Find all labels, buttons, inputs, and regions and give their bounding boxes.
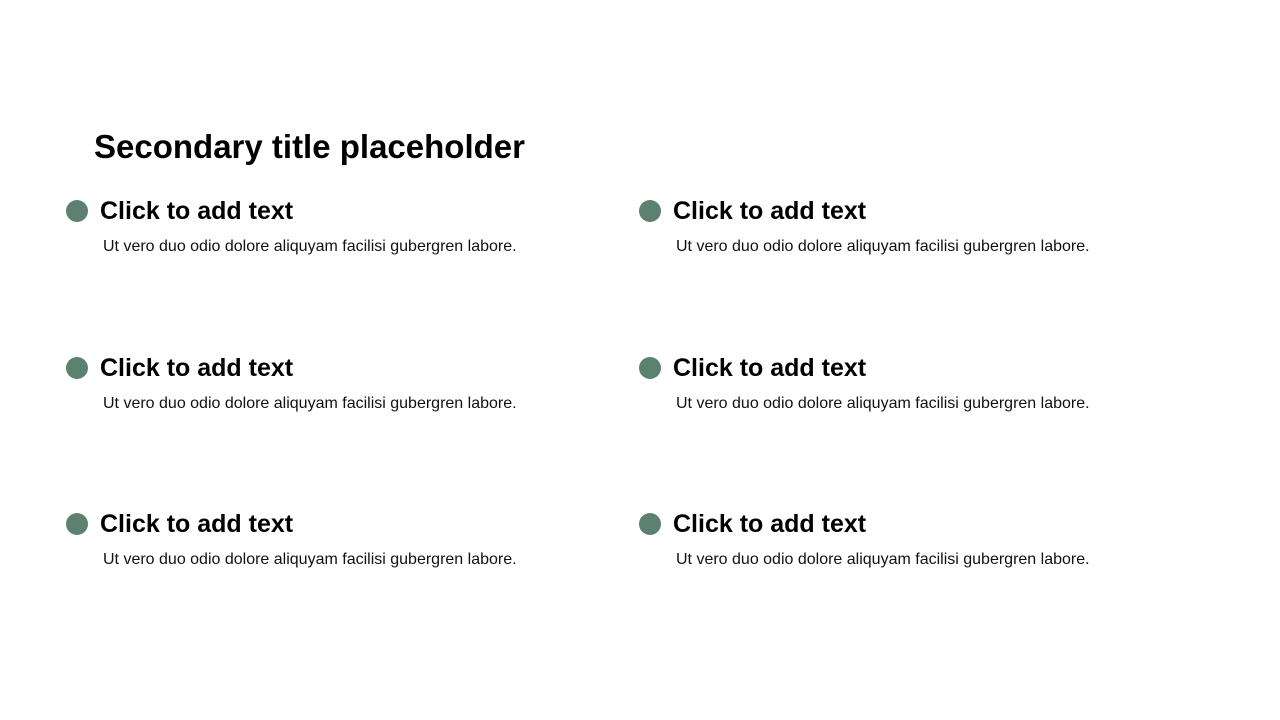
item-header <box>639 198 1184 224</box>
item-header <box>66 355 611 381</box>
bullet-circle-icon <box>66 513 88 535</box>
bullet-circle-icon <box>639 357 661 379</box>
content-placeholder[interactable] <box>66 511 611 569</box>
content-placeholder[interactable] <box>66 355 611 413</box>
content-placeholder[interactable] <box>639 511 1184 569</box>
item-heading-placeholder[interactable]: Click to add text <box>673 354 867 382</box>
item-body-text[interactable]: Ut vero duo odio dolore aliquyam facilisi gubergren labore. <box>676 395 1090 412</box>
item-header <box>66 511 611 537</box>
item-header <box>639 355 1184 381</box>
item-header <box>639 511 1184 537</box>
item-heading-placeholder[interactable]: Click to add text <box>100 197 294 225</box>
item-heading-placeholder[interactable]: Click to add text <box>673 510 867 538</box>
content-placeholder[interactable] <box>639 198 1184 256</box>
item-body-text[interactable]: Ut vero duo odio dolore aliquyam facilisi gubergren labore. <box>676 551 1090 568</box>
item-body-text[interactable]: Ut vero duo odio dolore aliquyam facilisi gubergren labore. <box>676 238 1090 255</box>
item-header <box>66 198 611 224</box>
item-body-text[interactable]: Ut vero duo odio dolore aliquyam facilisi gubergren labore. <box>103 395 517 412</box>
content-placeholder[interactable] <box>66 198 611 256</box>
item-heading-placeholder[interactable]: Click to add text <box>100 354 294 382</box>
slide-title-placeholder[interactable]: Secondary title placeholder <box>94 128 525 165</box>
bullet-circle-icon <box>66 200 88 222</box>
item-heading-placeholder[interactable]: Click to add text <box>100 510 294 538</box>
bullet-circle-icon <box>639 513 661 535</box>
item-body-text[interactable]: Ut vero duo odio dolore aliquyam facilisi gubergren labore. <box>103 238 517 255</box>
content-placeholder[interactable] <box>639 355 1184 413</box>
bullet-circle-icon <box>639 200 661 222</box>
bullet-circle-icon <box>66 357 88 379</box>
item-body-text[interactable]: Ut vero duo odio dolore aliquyam facilisi gubergren labore. <box>103 551 517 568</box>
item-heading-placeholder[interactable]: Click to add text <box>673 197 867 225</box>
